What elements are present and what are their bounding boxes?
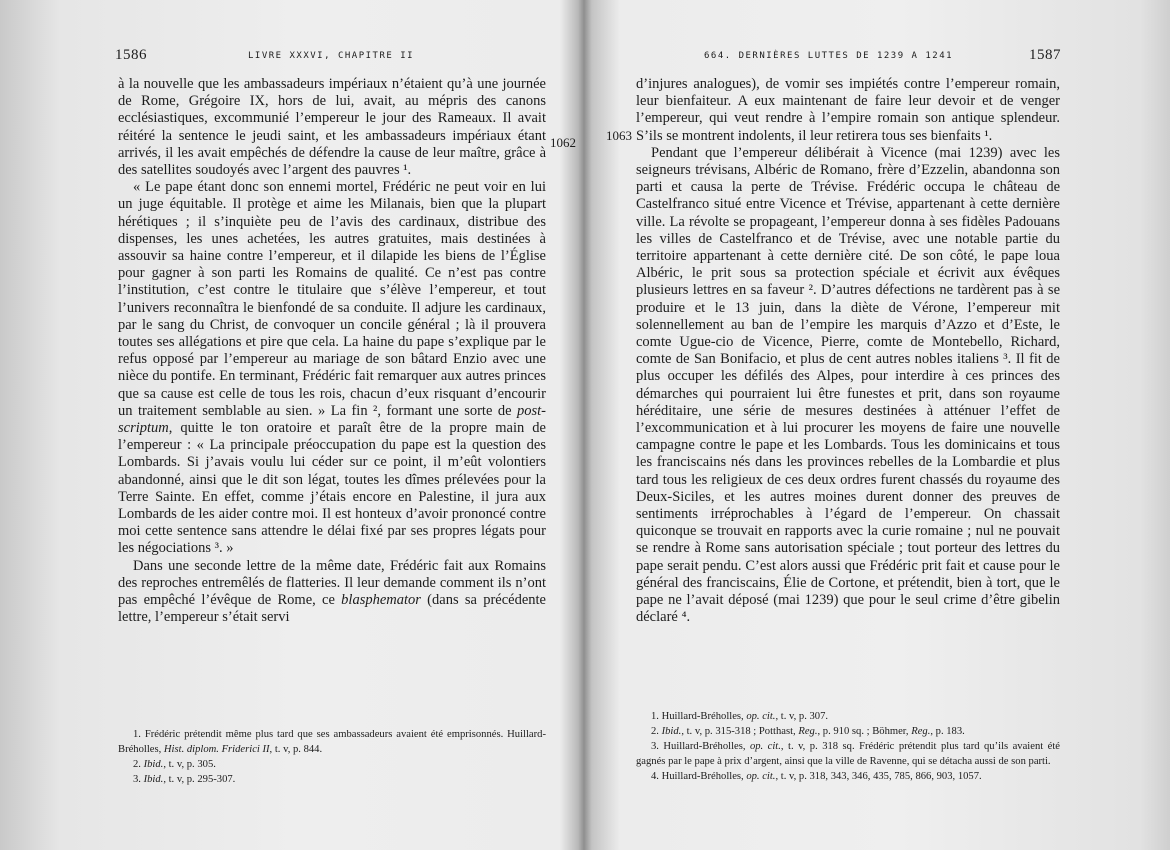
- footnotes: [636, 709, 1060, 784]
- footnote: 4. Huillard-Bréholles, op. cit., t. v, p. 318, 343, 346, 435, 785, 866, 903, 1057.: [651, 771, 982, 782]
- body-text: [118, 76, 546, 627]
- footnote: 3. Huillard-Bréholles, op. cit., t. v, p. 318 sq. Frédéric prétendit plus tard qu’ils avaient été gagnés par le pape à prix d’argent, ainsi que la ville de Ravenne, qui se détacha aussi de son parti.: [636, 741, 1060, 767]
- running-head: 664. DERNIÈRES LUTTES DE 1239 A 1241: [704, 51, 954, 61]
- margin-number: 1063: [606, 128, 632, 143]
- footnote: 2. Ibid., t. v, p. 315-318 ; Potthast, Reg., p. 910 sq. ; Böhmer, Reg., p. 183.: [651, 726, 965, 737]
- page-number: 1586: [115, 47, 147, 63]
- footnotes: [118, 727, 546, 787]
- page-number: 1587: [1029, 47, 1061, 63]
- footnote: 2. Ibid., t. v, p. 305.: [133, 759, 216, 770]
- paragraph: d’injures analogues), de vomir ses impiétés contre l’empereur romain, leur bienfaiteur. A eux maintenant de faire leur devoir et de venger l’empereur, qui veut rendre à l’empire romain son antique splendeur. S’ils se montrent indolents, il leur retirera tous ses bienfaits ¹.: [636, 76, 1060, 144]
- paragraph: « Le pape étant donc son ennemi mortel, Frédéric ne peut voir en lui un juge équitable. Il protège et aime les Milanais, bien que la plupart hérétiques ; il s’inquiète peu de l’avis des cardinaux, distribue des dispenses, les unes achetées, les autres gratuites, mais destinées à assouvir sa haine contre l’empereur, et il dilapide les biens de l’Église pour gagner à son parti les Romains de qualité. Ce n’est pas contre l’institution, c’est contre le titulaire que s’élève l’empereur, et tout l’univers reconnaîtra le bienfondé de sa conduite. Il adjure les cardinaux, par le sang du Christ, de convoquer un concile général ; là il prouvera toutes ses allégations et pire que cela. La haine du pape s’explique par le refus opposé par l’empereur au mariage de son bâtard Enzio avec une nièce du pontife. En terminant, Frédéric fait remarquer aux autres princes que sa cause est celle de tous les rois, chacun d’eux risquant d’encourir un traitement semblable au sien. » La fin ², formant une sorte de post-scriptum, quitte le ton oratoire et paraît être de la propre main de l’empereur : « La principale préoccupation du pape est la question des Lombards. Si j’avais voulu lui céder sur ce point, il m’eût volontiers abandonné, ainsi que le dit son légat, toutes les dîmes prélevées pour la Terre Sainte. En effet, comme j’étais encore en Palestine, il jura aux Lombards de les aider contre moi. Il est honteux d’avoir prononcé contre moi cette sentence sans attendre le délai fixé par ses propres légats pour les négociations ³. »: [118, 179, 546, 557]
- running-head: LIVRE XXXVI, CHAPITRE II: [248, 51, 415, 61]
- body-text: [636, 76, 1060, 627]
- left-page: [0, 0, 584, 850]
- margin-number: 1062: [550, 135, 576, 150]
- paragraph: Pendant que l’empereur délibérait à Vicence (mai 1239) avec les seigneurs trévisans, Albéric de Romano, frère d’Ezzelin, abandonna son parti et causa la perte de Trévise. Frédéric occupa le château de Castelfranco situé entre Vicence et Trévise, appartenant à cette dernière ville. La révolte se propageant, l’empereur donna à ses fidèles Padouans les villes de Castelfranco et de Trévise, avec une notable partie du territoire appartenant à cette dernière cité. De son côté, le pape loua Albéric, le prit sous sa protection spéciale et écrivit aux évêques plusieurs lettres en sa faveur ². D’autres défections ne tardèrent pas à se produire et le 13 juin, dans la diète de Vérone, l’empereur mit solennellement au ban de l’empire les marquis d’Azzo et d’Este, le comte Ugue-cio de Vicence, Pierre, comte de Montebello, Richard, comte de San Bonifacio, et plus de cent autres nobles italiens ³. Il fit de plus occuper les défilés des Alpes, pour interdire à ces princes des démarches qui pourraient lui être funestes et prit, dans son royaume héréditaire, une série de mesures destinées à atténuer l’effet de l’excommunication et à lui procurer les moyens de faire une nouvelle campagne contre le pape et les Lombards. Tous les dominicains et tous les franciscains nés dans les provinces rebelles de la Lombardie et plus tard tous les religieux de ces deux ordres furent chassés du royaume des Deux-Siciles, et les autres moines durent donner des preuves de sentiments irréprochables à l’égard de l’empereur. On chassait quiconque se trouvait en rapports avec la curie romaine ; nul ne pouvait se rendre à Rome sans autorisation spéciale ; tout porteur des lettres du pape serait pendu. C’est alors aussi que Frédéric prit fait et cause pour le général des franciscains, Élie de Cortone, et prétendit, bien à tort, que le pape ne l’avait déposé (mai 1239) que pour le seul crime d’être gibelin déclaré ⁴.: [636, 144, 1060, 626]
- paragraph: à la nouvelle que les ambassadeurs impériaux n’étaient qu’à une journée de Rome, Grégoire IX, hors de lui, avait, au mépris des canons ecclésiastiques, excommunié l’empereur le jour des Rameaux. Il avait réitéré la sentence le jeudi saint, et les ambassadeurs impériaux étant arrivés, il les avait empêchés de défendre la cause de leur maître, grâce à des satellites soudoyés avec l’argent des pauvres ¹.: [118, 76, 546, 179]
- paragraph: Dans une seconde lettre de la même date, Frédéric fait aux Romains des reproches entremêlés de flatteries. Il leur demande comment ils n’ont pas empêché l’évêque de Rome, ce blasphemator (dans sa précédente lettre, l’empereur s’était servi: [118, 557, 546, 626]
- footnote: 1. Huillard-Bréholles, op. cit., t. v, p. 307.: [651, 711, 829, 722]
- footnote: 3. Ibid., t. v, p. 295-307.: [133, 774, 236, 785]
- right-page: [584, 0, 1170, 850]
- footnote: 1. Frédéric prétendit même plus tard que ses ambassadeurs avaient été emprisonnés. Huillard-Bréholles, Hist. diplom. Friderici II, t. v, p. 844.: [118, 729, 546, 755]
